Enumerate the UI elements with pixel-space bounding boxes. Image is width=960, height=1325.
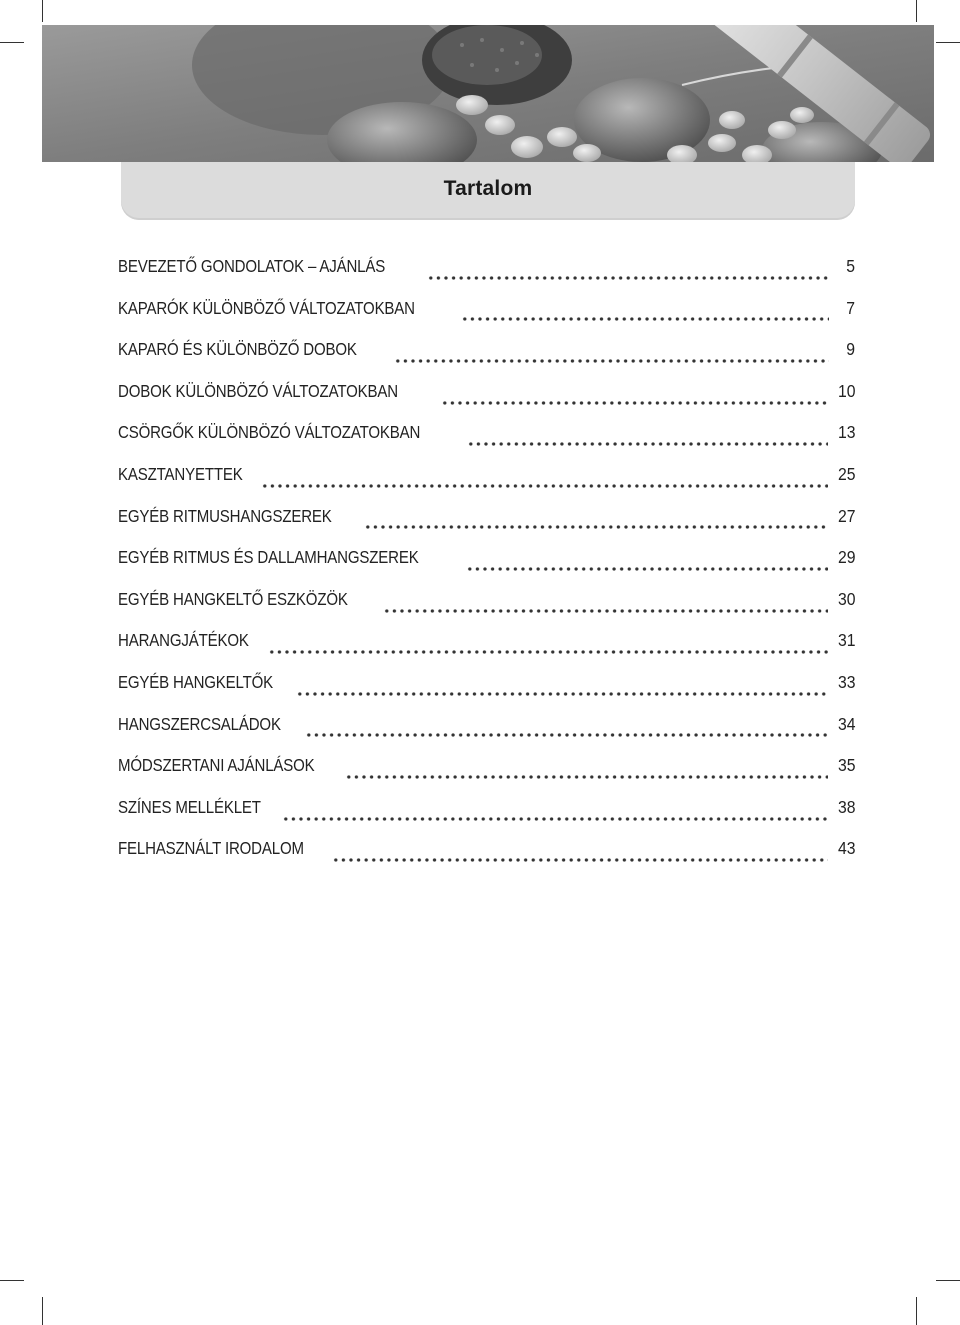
- toc-entry-label: BEVEZETŐ GONDOLATOK – AJÁNLÁS: [118, 256, 386, 276]
- toc-entry-label: EGYÉB HANGKELTŐK: [118, 671, 274, 692]
- toc-entry[interactable]: [118, 755, 855, 797]
- toc-entry[interactable]: [118, 506, 855, 548]
- toc-entry[interactable]: [118, 630, 855, 672]
- toc-dot-leader: [268, 650, 828, 654]
- toc-entry-page: 10: [837, 380, 855, 401]
- toc-entry[interactable]: [118, 298, 855, 340]
- toc-entry-page: 27: [837, 505, 855, 526]
- title-tab: [121, 162, 855, 220]
- toc-entry[interactable]: [118, 381, 855, 423]
- toc-entry-label: HARANGJÁTÉKOK: [118, 630, 249, 651]
- toc-dot-leader: [441, 401, 827, 405]
- toc-entry[interactable]: [118, 797, 855, 839]
- toc-entry-page: 9: [846, 339, 855, 360]
- toc-entry-label: FELHASZNÁLT IRODALOM: [118, 838, 304, 859]
- toc-entry-label: MÓDSZERTANI AJÁNLÁSOK: [118, 755, 315, 776]
- toc-entry-page: 43: [837, 838, 855, 859]
- toc-entry-label: SZÍNES MELLÉKLET: [118, 796, 261, 817]
- toc-entry[interactable]: [118, 256, 855, 298]
- toc-dot-leader: [364, 525, 827, 529]
- toc-entry-label: DOBOK KÜLÖNBÖZÓ VÁLTOZATOKBAN: [118, 380, 398, 401]
- toc-entry[interactable]: [118, 339, 855, 381]
- toc-dot-leader: [427, 276, 829, 280]
- toc-dot-leader: [466, 567, 828, 571]
- crop-mark-top-left-horizontal: [0, 42, 24, 43]
- toc-dot-leader: [461, 317, 829, 321]
- toc-dot-leader: [394, 359, 829, 363]
- toc-dot-leader: [345, 775, 828, 779]
- toc-entry-label: HANGSZERCSALÁDOK: [118, 713, 281, 734]
- toc-entry[interactable]: [118, 672, 855, 714]
- toc-entry[interactable]: [118, 464, 855, 506]
- crop-mark-top-right-horizontal: [936, 42, 960, 43]
- toc-entry-page: 33: [837, 671, 855, 692]
- toc-dot-leader: [305, 733, 827, 737]
- toc-dot-leader: [383, 609, 827, 613]
- toc-dot-leader: [332, 858, 827, 862]
- page-title: Tartalom: [443, 177, 533, 200]
- toc-dot-leader: [467, 442, 827, 446]
- toc-entry[interactable]: [118, 422, 855, 464]
- toc-entry-label: KAPARÓ ÉS KÜLÖNBÖZŐ DOBOK: [118, 339, 357, 360]
- table-of-contents: [118, 256, 855, 880]
- crop-mark-top-left-vertical: [42, 0, 43, 22]
- toc-entry-label: KASZTANYETTEK: [118, 463, 243, 484]
- crop-mark-bottom-left-vertical: [42, 1297, 43, 1325]
- crop-mark-bottom-right-vertical: [916, 1297, 917, 1325]
- toc-entry[interactable]: [118, 714, 855, 756]
- toc-entry-page: 34: [837, 713, 855, 734]
- toc-entry-page: 30: [837, 588, 855, 609]
- toc-entry-label: KAPARÓK KÜLÖNBÖZŐ VÁLTOZATOKBAN: [118, 297, 415, 318]
- toc-dot-leader: [296, 692, 827, 696]
- crop-mark-top-right-vertical: [916, 0, 917, 22]
- toc-entry-label: EGYÉB RITMUSHANGSZEREK: [118, 505, 332, 526]
- toc-entry[interactable]: [118, 547, 855, 589]
- toc-entry[interactable]: [118, 589, 855, 631]
- header-photo-illustration: [42, 25, 934, 162]
- toc-entry-page: 35: [837, 755, 855, 776]
- toc-entry-page: 5: [846, 256, 855, 276]
- toc-entry-page: 38: [837, 796, 855, 817]
- toc-entry-label: EGYÉB RITMUS ÉS DALLAMHANGSZEREK: [118, 547, 419, 568]
- crop-mark-bottom-left-horizontal: [0, 1280, 24, 1281]
- toc-entry-page: 7: [846, 297, 855, 318]
- toc-entry-page: 25: [837, 463, 855, 484]
- toc-entry-label: EGYÉB HANGKELTŐ ESZKÖZÖK: [118, 588, 348, 609]
- toc-dot-leader: [261, 484, 828, 488]
- header-photo: [42, 25, 934, 162]
- crop-mark-bottom-right-horizontal: [936, 1280, 960, 1281]
- toc-entry[interactable]: [118, 838, 855, 880]
- toc-entry-page: 29: [837, 547, 855, 568]
- toc-entry-page: 31: [837, 630, 855, 651]
- toc-entry-label: CSÖRGŐK KÜLÖNBÖZÓ VÁLTOZATOKBAN: [118, 422, 421, 443]
- toc-dot-leader: [282, 817, 828, 821]
- toc-entry-page: 13: [837, 422, 855, 443]
